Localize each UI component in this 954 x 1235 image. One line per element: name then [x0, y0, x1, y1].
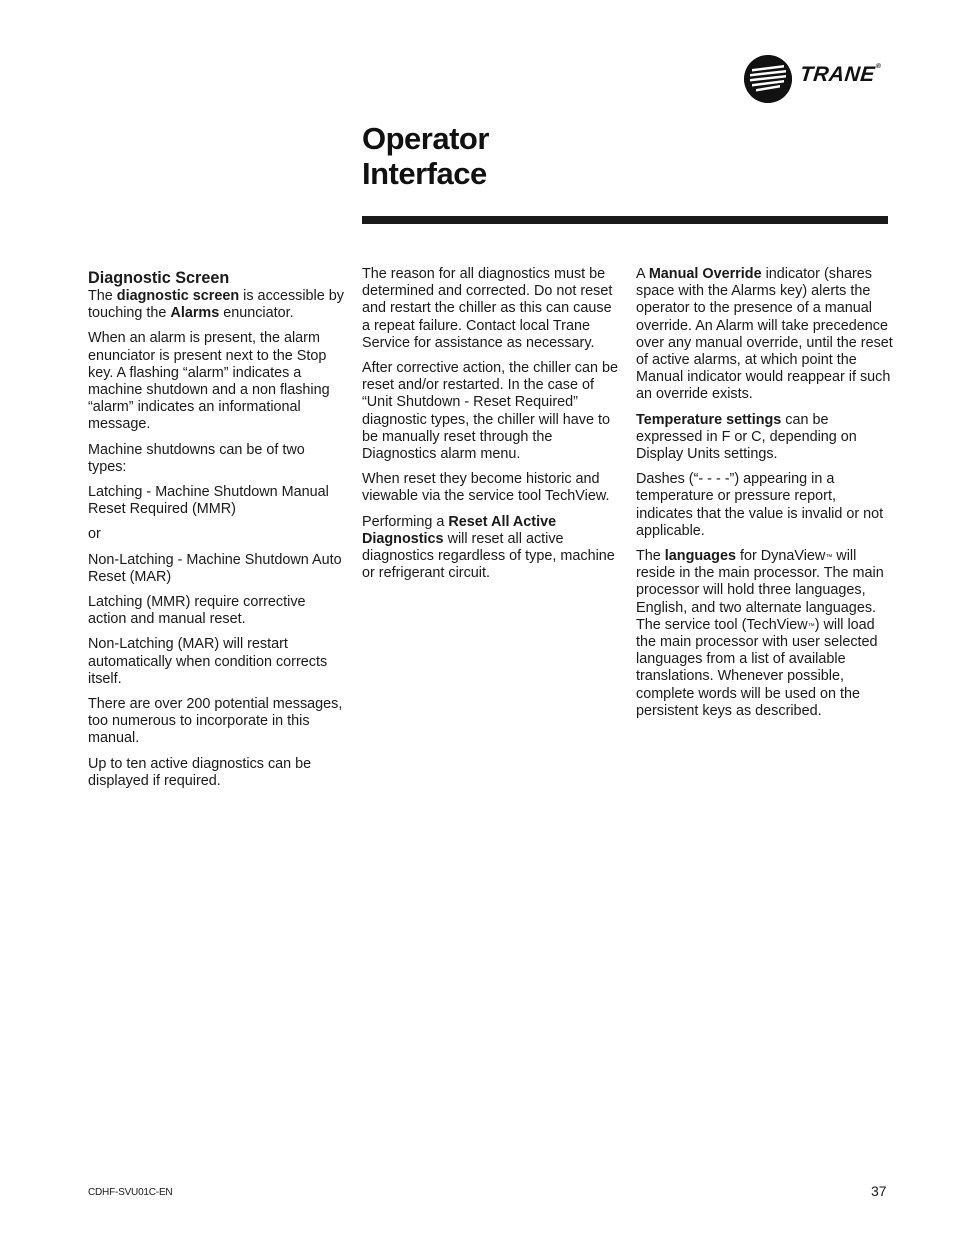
column-2 — [362, 266, 620, 590]
page-number: 37 — [871, 1183, 887, 1199]
paragraph: Non-Latching - Machine Shutdown Auto Reset (MAR) — [88, 551, 342, 585]
paragraph: Dashes (“- - - -”) appearing in a temperature or pressure report, indicates that the value is invalid or not applicable. — [636, 471, 884, 539]
paragraph: Temperature settings can be expressed in F or C, depending on Display Units settings. — [636, 411, 857, 463]
paragraph: When an alarm is present, the alarm enunciator is present next to the Stop key. A flashing “alarm” indicates a machine shutdown and a non flashing “alarm” indicates an informational message. — [88, 330, 330, 433]
trane-logo-mark-icon — [744, 55, 792, 103]
title-rule — [362, 216, 888, 224]
paragraph: Non-Latching (MAR) will restart automatically when condition corrects itself. — [88, 636, 328, 687]
document-code: CDHF-SVU01C-EN — [88, 1187, 173, 1198]
column-1 — [88, 266, 346, 798]
paragraph: When reset they become historic and viewable via the service tool TechView. — [362, 471, 610, 505]
paragraph: Machine shutdowns can be of two types: — [88, 441, 305, 475]
paragraph: or — [88, 526, 101, 543]
paragraph: The languages for DynaView™ will reside in the main processor. The main processor will hold three languages, English, and two alternate languages. The service tool (TechView™) will load the main processor with user selected languages from a list of available translations. Whenever possible, complete words will be used on the persistent keys as described. — [636, 548, 884, 719]
paragraph: Up to ten active diagnostics can be displayed if required. — [88, 755, 312, 789]
paragraph: There are over 200 potential messages, too numerous to incorporate in this manual. — [88, 696, 343, 747]
section-heading-diagnostic-screen: Diagnostic Screen — [88, 269, 230, 287]
paragraph: Performing a Reset All Active Diagnostics will reset all active diagnostics regardless of type, machine or refrigerant circuit. — [362, 513, 615, 582]
page-title-line-1: Operator — [362, 121, 489, 156]
paragraph: After corrective action, the chiller can be reset and/or restarted. In the case of “Unit Shutdown - Reset Required” diagnostic types, the chiller will have to be manually reset through the Diagnostics alarm menu. — [362, 360, 618, 463]
paragraph: A Manual Override indicator (shares space with the Alarms key) alerts the operator to the presence of a manual override. An Alarm will take precedence over any manual override, until the reset of active alarms, at which point the Manual indicator would reappear if such an override exists. — [636, 266, 893, 403]
trane-wordmark: TRANE® — [798, 63, 882, 86]
paragraph: Latching - Machine Shutdown Manual Reset Required (MMR) — [88, 484, 329, 518]
trane-logo — [744, 55, 894, 105]
page-title — [362, 121, 489, 191]
column-3 — [636, 266, 894, 728]
paragraph: The diagnostic screen is accessible by touching the Alarms enunciator. — [88, 288, 344, 322]
page-title-line-2: Interface — [362, 156, 487, 191]
paragraph: Latching (MMR) require corrective action and manual reset. — [88, 594, 306, 628]
paragraph: The reason for all diagnostics must be determined and corrected. Do not reset and restart the chiller as this can cause a repeat failure. Contact local Trane Service for assistance as necessary. — [362, 266, 613, 351]
